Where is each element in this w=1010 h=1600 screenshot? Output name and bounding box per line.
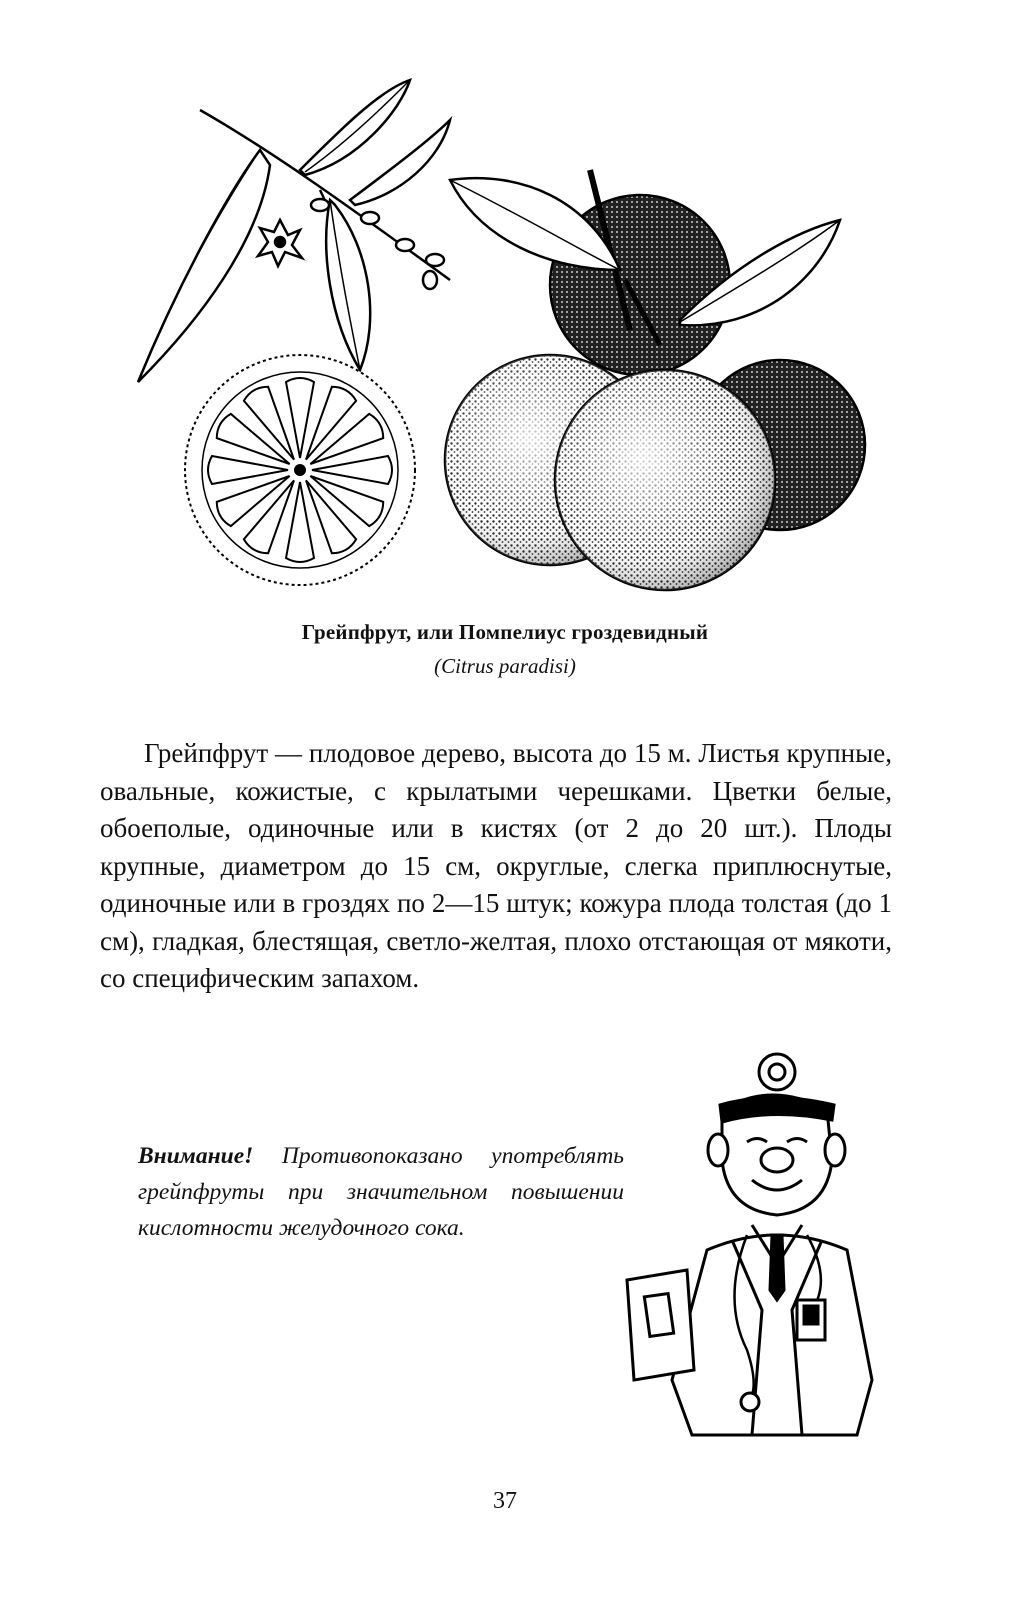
page-number: 37 — [493, 1488, 517, 1514]
grapefruit-illustration — [120, 70, 880, 610]
warning-note — [138, 1138, 624, 1246]
figure-caption-title: Грейпфрут, или Помпелиус гроздевидный — [301, 620, 709, 644]
body-paragraph: Грейпфрут — плодовое дерево, высота до 15 м. Листья крупные, овальные, кожистые, с крылатыми черешками. Цветки белые, обоеполые, одиночные или в кистях (от 2 до 20 шт.). Плоды крупные, диаметром до 15 см, округлые, слегка приплюснутые, одиночные или в гроздях по 2—15 штук; кожура плода толстая (до 1 см), гладкая, блестящая, светло-желтая, плохо отстающая от мякоти, со специфическим запахом. — [100, 738, 892, 993]
doctor-illustration — [612, 1050, 902, 1450]
warning-text: Противопоказано употреблять грейпфруты при значительном повышении кислотности желудочного сока. — [138, 1143, 624, 1241]
grapefruit-cluster — [445, 170, 865, 590]
grapefruit-cross-section — [185, 355, 415, 585]
flowering-branch — [138, 80, 450, 382]
warning-lead: Внимание! — [138, 1143, 254, 1169]
figure-caption-latin: (Citrus paradisi) — [434, 654, 576, 678]
